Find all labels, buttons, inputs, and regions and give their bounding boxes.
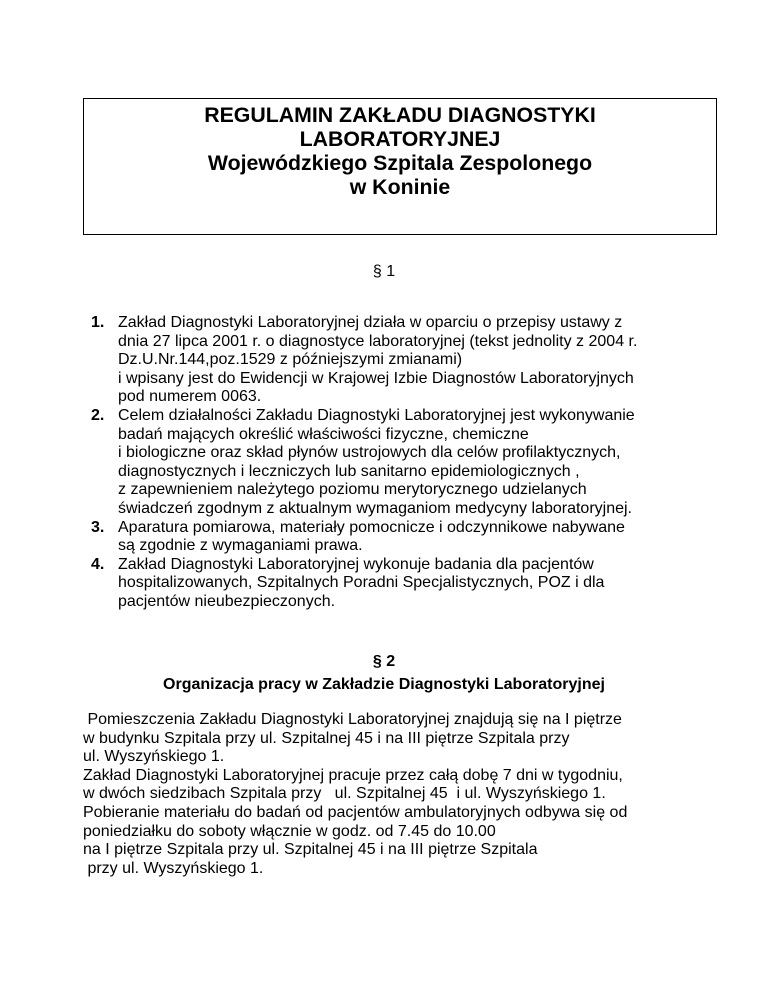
clause-item <box>91 518 758 556</box>
clause-line: Zakład Diagnostyki Laboratoryjnej wykonuje badania dla pacjentów <box>118 555 594 573</box>
clause-line: Celem działalności Zakładu Diagnostyki Laboratoryjnej jest wykonywanie <box>118 406 635 424</box>
clause-item <box>91 406 758 519</box>
clause-line: są zgodnie z wymaganiami prawa. <box>118 537 363 555</box>
clause-line: dnia 27 lipca 2001 r. o diagnostyce laboratoryjnej (tekst jednolity z 2004 r. <box>118 332 638 350</box>
section-1-sign: § 1 <box>372 263 396 280</box>
clause-line: pod numerem 0063. <box>118 388 262 406</box>
clause-line: Aparatura pomiarowa, materiały pomocnicze i odczynnikowe nabywane <box>118 518 625 536</box>
title-line: REGULAMIN ZAKŁADU DIAGNOSTYKI <box>204 103 596 127</box>
clause-line: Zakład Diagnostyki Laboratoryjnej działa w oparciu o przepisy ustawy z <box>118 314 623 331</box>
title-line: LABORATORYJNEJ <box>299 127 501 151</box>
clause-line: hospitalizowanych, Szpitalnych Poradni Specjalistycznych, POZ i dla <box>118 574 605 592</box>
clause-line: pacjentów nieubezpieczonych. <box>118 592 336 610</box>
paragraph-line: Pobieranie materiału do badań od pacjentów ambulatoryjnych odbywa się od <box>83 803 628 821</box>
clause-item <box>91 555 758 612</box>
clause-line: diagnostycznych i leczniczych lub sanitarno epidemiologicznych , <box>118 462 580 480</box>
paragraph-line: ul. Wyszyńskiego 1. <box>83 748 225 766</box>
title-line: Wojewódzkiego Szpitala Zespolonego <box>207 151 593 175</box>
paragraph-line: Pomieszczenia Zakładu Diagnostyki Laboratoryjnej znajdują się na I piętrze <box>83 711 622 728</box>
title-box <box>83 98 717 235</box>
clause-number: 1. <box>91 314 105 331</box>
clause-number: 2. <box>91 406 105 424</box>
section-1-clauses <box>90 314 758 612</box>
paragraph-line: w budynku Szpitala przy ul. Szpitalnej 45 i na III piętrze Szpitala przy <box>83 729 570 747</box>
paragraph-line: w dwóch siedzibach Szpitala przy ul. Szpitalnej 45 i ul. Wyszyńskiego 1. <box>83 785 606 803</box>
clause-line: Dz.U.Nr.144,poz.1529 z późniejszymi zmianami) <box>118 351 463 369</box>
paragraph-line: na I piętrze Szpitala przy ul. Szpitalnej 45 i na III piętrze Szpitala <box>83 841 538 859</box>
clause-line: z zapewnieniem należytego poziomu merytorycznego udzielanych <box>118 481 587 499</box>
clause-line: badań mających określić właściwości fizyczne, chemiczne <box>118 425 529 443</box>
paragraph-line: poniedziałku do soboty włącznie w godz. od 7.45 do 10.00 <box>83 822 496 840</box>
document-title <box>84 103 716 199</box>
section-2-sign: § 2 <box>372 653 396 670</box>
paragraph-line: Zakład Diagnostyki Laboratoryjnej pracuje przez całą dobę 7 dni w tygodniu, <box>83 766 623 784</box>
clause-number: 4. <box>91 555 105 573</box>
clause-line: i wpisany jest do Ewidencji w Krajowej Izbie Diagnostów Laboratoryjnych <box>118 369 634 387</box>
section-2-paragraph <box>83 711 743 878</box>
clause-line: i biologiczne oraz skład płynów ustrojowych dla celów profilaktycznych, <box>118 444 621 462</box>
clause-number: 3. <box>91 518 105 536</box>
paragraph-line: przy ul. Wyszyńskiego 1. <box>83 859 264 877</box>
title-line: w Koninie <box>349 175 451 199</box>
clause-line: świadczeń zgodnym z aktualnym wymaganiom medycyny laboratoryjnej. <box>118 499 632 517</box>
section-2-heading: Organizacja pracy w Zakładzie Diagnostyki Laboratoryjnej <box>163 676 605 693</box>
clause-item <box>91 314 758 407</box>
